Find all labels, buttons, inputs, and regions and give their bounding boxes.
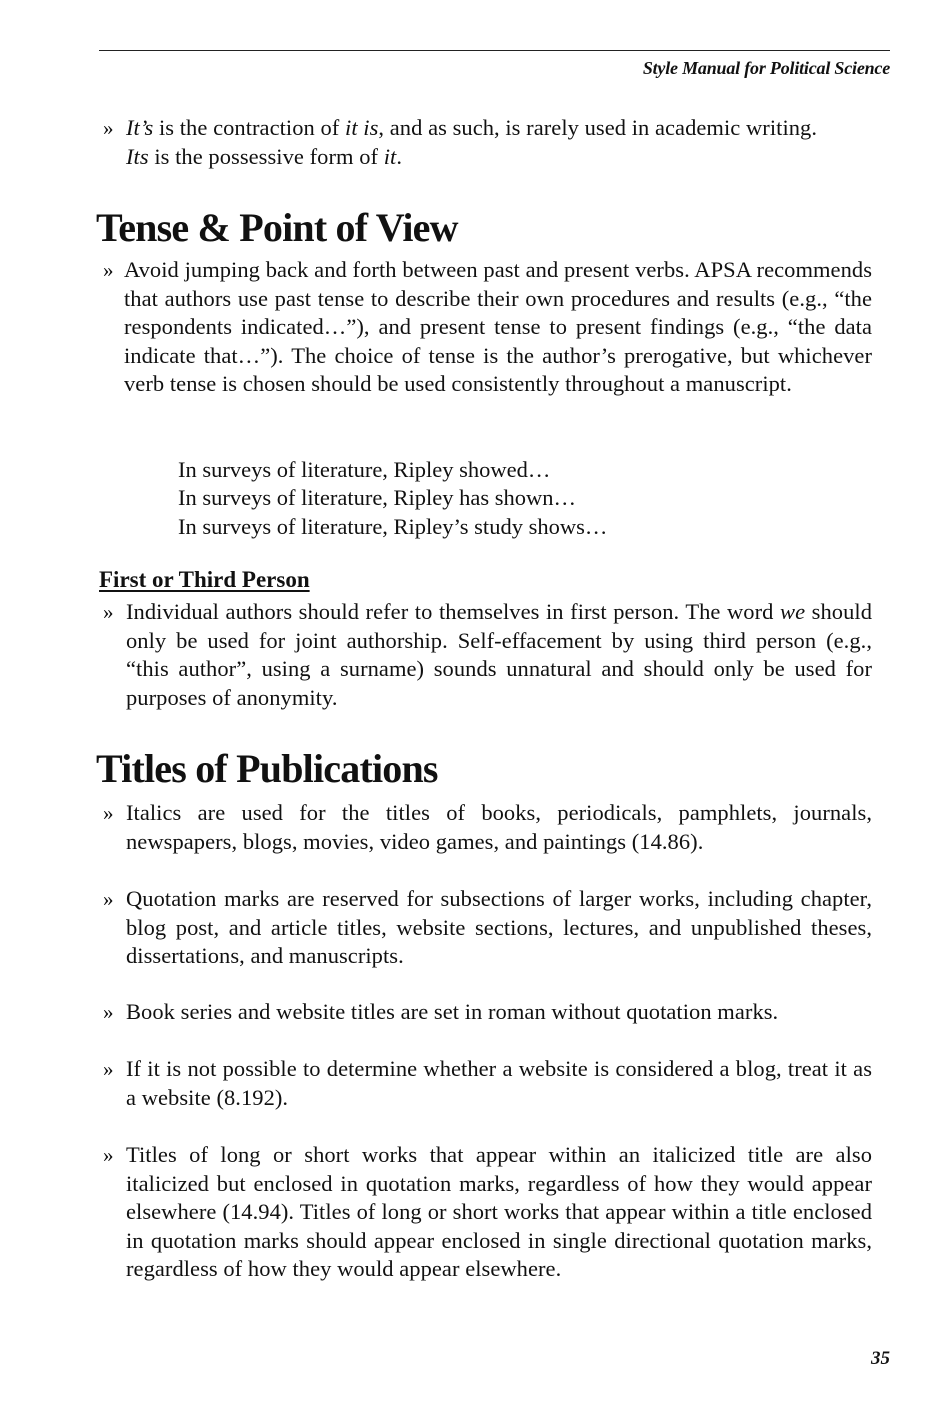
titles-paragraph: Book series and website titles are set in roman without quotation marks.	[126, 999, 779, 1024]
text-segment: .	[396, 143, 403, 169]
bullet-marker: »	[103, 801, 114, 825]
text-segment: is the possessive form of	[148, 143, 384, 169]
tense-paragraph: Avoid jumping back and forth between past and present verbs. APSA recommends that authors use past tense to describe their own procedures and results (e.g., “the respondents indicated…”), and present tense to present findings (e.g., “the data indicate that…”). The choice of tense is the author’s prerogative, but whichever verb tense is chosen should be used consistently throughout a manuscript.	[124, 257, 872, 396]
example-line: In surveys of literature, Ripley has shown…	[178, 485, 577, 510]
titles-paragraph: If it is not possible to determine whether a website is considered a blog, treat it as a website (8.192).	[126, 1056, 872, 1110]
intro-paragraph	[126, 114, 872, 171]
running-head: Style Manual for Political Science	[642, 58, 890, 78]
person-subsection-heading: First or Third Person	[99, 567, 310, 592]
bullet-marker: »	[103, 116, 114, 140]
bullet-marker: »	[103, 1057, 114, 1081]
text-segment: should only be used for joint authorship. Self-effacement by using third person (e.g., “this author”, using a surname) sounds unnatural and should only be used for purposes of anonymity.	[126, 599, 872, 710]
bullet-marker: »	[103, 600, 114, 624]
text-segment: is the contraction of	[153, 115, 346, 140]
emphasis-its-possessive: Its	[126, 143, 149, 169]
example-line: In surveys of literature, Ripley showed…	[178, 457, 551, 482]
bullet-marker: »	[103, 1143, 114, 1167]
titles-paragraph: Titles of long or short works that appear within an italicized title are also italicized but enclosed in quotation marks, regardless of how they would appear elsewhere (14.94). Titles of long or short works that appear within a title enclosed in quotation marks should appear enclosed in single directional quotation marks, regardless of how they would appear elsewhere.	[126, 1142, 872, 1281]
emphasis-we: we	[780, 599, 806, 624]
bullet-marker: »	[103, 258, 114, 282]
bullet-marker: »	[103, 1000, 114, 1024]
tense-section-heading: Tense & Point of View	[96, 205, 458, 250]
titles-paragraph: Quotation marks are reserved for subsections of larger works, including chapter, blog post, and article titles, website sections, lectures, and unpublished theses, dissertations, and manuscripts.	[126, 886, 872, 968]
bullet-marker: »	[103, 887, 114, 911]
example-line: In surveys of literature, Ripley’s study shows…	[178, 514, 608, 539]
titles-paragraph: Italics are used for the titles of books, periodicals, pamphlets, journals, newspapers, blogs, movies, video games, and paintings (14.86).	[126, 800, 872, 854]
emphasis-it: it	[383, 143, 397, 169]
person-paragraph	[126, 598, 872, 712]
emphasis-its-contraction: It’s	[126, 115, 154, 140]
text-segment: Individual authors should refer to themselves in first person. The word	[126, 599, 781, 624]
emphasis-it-is: it is	[345, 115, 379, 140]
page-number: 35	[871, 1348, 890, 1369]
titles-section-heading: Titles of Publications	[96, 746, 438, 791]
text-segment: , and as such, is rarely used in academic writing.	[378, 115, 818, 140]
header-rule	[99, 50, 890, 51]
